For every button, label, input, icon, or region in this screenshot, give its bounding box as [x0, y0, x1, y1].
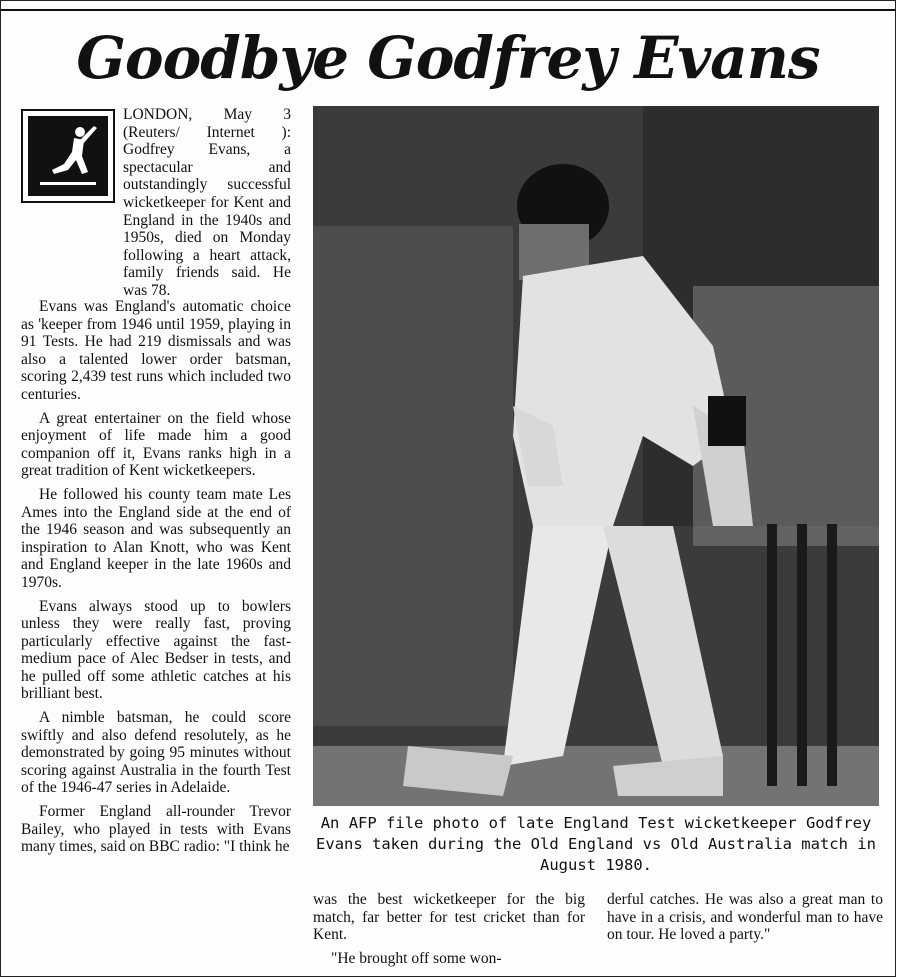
top-rule: [1, 9, 895, 11]
body-paragraph: Evans was England's automatic choice as 'keeper from 1946 until 1959, playing in 91 Tests. He had 219 dismissals and was also a talented lower order batsman, scoring 2,439 test runs which included two centuries.: [21, 298, 291, 403]
right-column: [607, 891, 883, 950]
body-paragraph: A great entertainer on the field whose enjoyment of life made him a good companion off it, Evans ranks high in a great tradition of Kent wicketkeepers.: [21, 409, 291, 480]
lead-text: LONDON, May 3 (Reuters/ Internet ): Godfrey Evans, a spectacular and outstandingly successful wicketkeeper for Kent and England in the 1940s and 1950s, died on Monday following a heart attack, family friends said. He was 78.: [123, 106, 291, 299]
photo-illustration: [313, 106, 879, 806]
body-paragraph: Former England all-rounder Trevor Bailey, who played in tests with Evans many times, said on BBC radio: "I think he: [21, 803, 291, 856]
body-paragraph: "He brought off some won-: [331, 949, 502, 967]
cricket-batsman-glyph: [28, 116, 108, 196]
evans-photo: [313, 106, 879, 806]
body-paragraph: was the best wicketkeeper for the big match, far better for test cricket than for Kent.: [313, 891, 585, 944]
body-paragraph: derful catches. He was also a great man to have in a crisis, and wonderful man to have on tour. He loved a party.": [607, 891, 883, 944]
body-paragraph: He followed his county team mate Les Ames into the England side at the end of the 1946 season and was subsequently an inspiration to Alan Knott, who was Kent and England keeper in the late 1960s and 1970s.: [21, 485, 291, 591]
icon-background: [28, 116, 108, 196]
lead-paragraph: [123, 106, 291, 306]
middle-column: [313, 891, 585, 973]
left-column: [21, 298, 291, 862]
body-paragraph: Evans always stood up to bowlers unless they were really fast, proving particularly effective against the fast-medium pace of Alec Bedser in tests, and he pulled off some athletic catches at his brilliant best.: [21, 597, 291, 703]
body-paragraph: A nimble batsman, he could score swiftly and also defend resolutely, as he demonstrated by going 95 minutes without scoring against Australia in the fourth Test of the 1946-47 series in Adelaide.: [21, 709, 291, 797]
headline: Goodbye Godfrey Evans: [76, 24, 820, 92]
cricket-batsman-icon: [21, 109, 115, 203]
photo-caption: An AFP file photo of late England Test wicketkeeper Godfrey Evans taken during the Old England vs Old Australia match in August 1980.: [316, 814, 876, 874]
